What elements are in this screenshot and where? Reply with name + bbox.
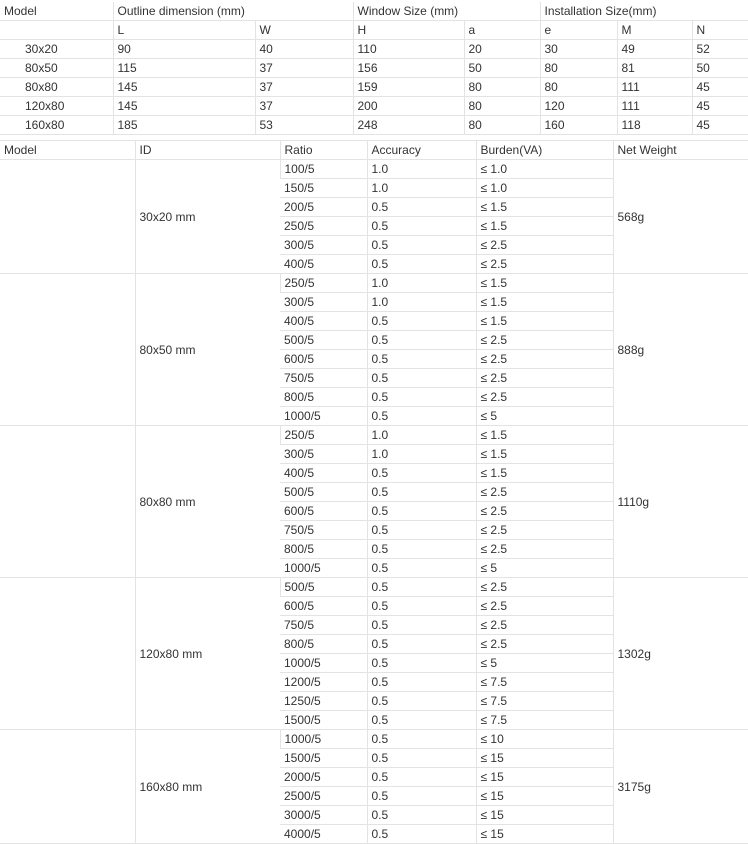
accuracy-cell: 1.0 bbox=[367, 293, 476, 312]
burden-cell: ≤ 15 bbox=[476, 825, 613, 844]
header-row bbox=[0, 2, 748, 21]
accuracy-cell: 0.5 bbox=[367, 559, 476, 578]
ratio-cell: 300/5 bbox=[280, 293, 367, 312]
ratio-cell: 200/5 bbox=[280, 198, 367, 217]
accuracy-cell: 0.5 bbox=[367, 635, 476, 654]
table-row bbox=[0, 274, 748, 293]
weight-cell: 1302g bbox=[613, 578, 748, 730]
value-cell: 45 bbox=[692, 116, 748, 135]
value-cell: 248 bbox=[353, 116, 464, 135]
value-cell: 49 bbox=[617, 40, 692, 59]
value-cell: 81 bbox=[617, 59, 692, 78]
accuracy-cell: 1.0 bbox=[367, 179, 476, 198]
model-cell: 30x20 bbox=[0, 40, 113, 59]
accuracy-cell: 0.5 bbox=[367, 711, 476, 730]
id-cell: 80x50 mm bbox=[135, 274, 280, 426]
accuracy-cell: 1.0 bbox=[367, 160, 476, 179]
burden-cell: ≤ 1.5 bbox=[476, 464, 613, 483]
subheader-row bbox=[0, 21, 748, 40]
ratio-cell: 400/5 bbox=[280, 464, 367, 483]
burden-cell: ≤ 1.5 bbox=[476, 312, 613, 331]
ratio-cell: 250/5 bbox=[280, 426, 367, 445]
column-header: L bbox=[113, 21, 255, 40]
value-cell: 53 bbox=[255, 116, 353, 135]
value-cell: 111 bbox=[617, 97, 692, 116]
ratio-cell: 2500/5 bbox=[280, 787, 367, 806]
accuracy-cell: 0.5 bbox=[367, 597, 476, 616]
ratio-cell: 800/5 bbox=[280, 388, 367, 407]
accuracy-cell: 0.5 bbox=[367, 578, 476, 597]
burden-cell: ≤ 2.5 bbox=[476, 331, 613, 350]
value-cell: 20 bbox=[464, 40, 540, 59]
burden-cell: ≤ 2.5 bbox=[476, 236, 613, 255]
accuracy-cell: 1.0 bbox=[367, 426, 476, 445]
value-cell: 37 bbox=[255, 78, 353, 97]
column-header: Ratio bbox=[280, 141, 367, 160]
burden-cell: ≤ 5 bbox=[476, 654, 613, 673]
accuracy-cell: 0.5 bbox=[367, 825, 476, 844]
value-cell: 80 bbox=[540, 59, 617, 78]
burden-cell: ≤ 2.5 bbox=[476, 350, 613, 369]
accuracy-cell: 0.5 bbox=[367, 236, 476, 255]
accuracy-cell: 1.0 bbox=[367, 445, 476, 464]
burden-cell: ≤ 1.5 bbox=[476, 198, 613, 217]
value-cell: 145 bbox=[113, 97, 255, 116]
burden-cell: ≤ 2.5 bbox=[476, 597, 613, 616]
table-row bbox=[0, 578, 748, 597]
value-cell: 115 bbox=[113, 59, 255, 78]
burden-cell: ≤ 2.5 bbox=[476, 255, 613, 274]
accuracy-cell: 0.5 bbox=[367, 255, 476, 274]
column-group-header: Installation Size(mm) bbox=[540, 2, 748, 21]
burden-cell: ≤ 1.5 bbox=[476, 274, 613, 293]
accuracy-cell: 1.0 bbox=[367, 274, 476, 293]
accuracy-cell: 0.5 bbox=[367, 540, 476, 559]
accuracy-cell: 0.5 bbox=[367, 806, 476, 825]
value-cell: 159 bbox=[353, 78, 464, 97]
weight-cell: 3175g bbox=[613, 730, 748, 844]
accuracy-cell: 0.5 bbox=[367, 312, 476, 331]
accuracy-cell: 0.5 bbox=[367, 198, 476, 217]
burden-cell: ≤ 15 bbox=[476, 787, 613, 806]
column-header: a bbox=[464, 21, 540, 40]
burden-cell: ≤ 7.5 bbox=[476, 692, 613, 711]
accuracy-cell: 0.5 bbox=[367, 407, 476, 426]
value-cell: 30 bbox=[540, 40, 617, 59]
accuracy-cell: 0.5 bbox=[367, 464, 476, 483]
empty-cell bbox=[0, 21, 113, 40]
model-cell bbox=[0, 578, 135, 730]
burden-cell: ≤ 1.0 bbox=[476, 179, 613, 198]
burden-cell: ≤ 1.5 bbox=[476, 217, 613, 236]
ratio-cell: 800/5 bbox=[280, 635, 367, 654]
column-header: Net Weight bbox=[613, 141, 748, 160]
weight-cell: 1110g bbox=[613, 426, 748, 578]
ratio-cell: 800/5 bbox=[280, 540, 367, 559]
ratio-cell: 400/5 bbox=[280, 255, 367, 274]
ratio-cell: 2000/5 bbox=[280, 768, 367, 787]
model-cell bbox=[0, 426, 135, 578]
value-cell: 200 bbox=[353, 97, 464, 116]
value-cell: 145 bbox=[113, 78, 255, 97]
ratio-cell: 1000/5 bbox=[280, 559, 367, 578]
value-cell: 50 bbox=[692, 59, 748, 78]
ratio-cell: 750/5 bbox=[280, 616, 367, 635]
table-row bbox=[0, 730, 748, 749]
burden-cell: ≤ 2.5 bbox=[476, 616, 613, 635]
value-cell: 185 bbox=[113, 116, 255, 135]
ratio-cell: 4000/5 bbox=[280, 825, 367, 844]
ratio-cell: 500/5 bbox=[280, 331, 367, 350]
table-row bbox=[0, 97, 748, 116]
ratio-cell: 500/5 bbox=[280, 578, 367, 597]
value-cell: 120 bbox=[540, 97, 617, 116]
value-cell: 80 bbox=[464, 116, 540, 135]
id-cell: 120x80 mm bbox=[135, 578, 280, 730]
burden-cell: ≤ 15 bbox=[476, 768, 613, 787]
burden-cell: ≤ 2.5 bbox=[476, 540, 613, 559]
ratio-cell: 1500/5 bbox=[280, 711, 367, 730]
model-cell: 80x50 bbox=[0, 59, 113, 78]
weight-cell: 888g bbox=[613, 274, 748, 426]
column-header: N bbox=[692, 21, 748, 40]
accuracy-cell: 0.5 bbox=[367, 350, 476, 369]
burden-cell: ≤ 1.5 bbox=[476, 426, 613, 445]
ratio-cell: 400/5 bbox=[280, 312, 367, 331]
accuracy-cell: 0.5 bbox=[367, 616, 476, 635]
burden-cell: ≤ 7.5 bbox=[476, 711, 613, 730]
burden-cell: ≤ 1.0 bbox=[476, 160, 613, 179]
value-cell: 110 bbox=[353, 40, 464, 59]
burden-cell: ≤ 15 bbox=[476, 749, 613, 768]
column-header: Accuracy bbox=[367, 141, 476, 160]
burden-cell: ≤ 5 bbox=[476, 559, 613, 578]
value-cell: 80 bbox=[464, 97, 540, 116]
model-cell: 80x80 bbox=[0, 78, 113, 97]
value-cell: 156 bbox=[353, 59, 464, 78]
accuracy-cell: 0.5 bbox=[367, 502, 476, 521]
ratio-cell: 750/5 bbox=[280, 521, 367, 540]
accuracy-cell: 0.5 bbox=[367, 654, 476, 673]
accuracy-cell: 0.5 bbox=[367, 768, 476, 787]
ratio-cell: 1000/5 bbox=[280, 407, 367, 426]
ratio-cell: 1500/5 bbox=[280, 749, 367, 768]
burden-cell: ≤ 15 bbox=[476, 806, 613, 825]
value-cell: 111 bbox=[617, 78, 692, 97]
ratio-cell: 750/5 bbox=[280, 369, 367, 388]
table-row bbox=[0, 160, 748, 179]
burden-cell: ≤ 5 bbox=[476, 407, 613, 426]
accuracy-cell: 0.5 bbox=[367, 331, 476, 350]
value-cell: 90 bbox=[113, 40, 255, 59]
value-cell: 80 bbox=[540, 78, 617, 97]
model-cell: 160x80 bbox=[0, 116, 113, 135]
header-row bbox=[0, 141, 748, 160]
value-cell: 52 bbox=[692, 40, 748, 59]
table-row bbox=[0, 59, 748, 78]
value-cell: 118 bbox=[617, 116, 692, 135]
table-row bbox=[0, 116, 748, 135]
ratio-cell: 3000/5 bbox=[280, 806, 367, 825]
accuracy-cell: 0.5 bbox=[367, 369, 476, 388]
column-header: M bbox=[617, 21, 692, 40]
column-header: Model bbox=[0, 141, 135, 160]
column-header: e bbox=[540, 21, 617, 40]
value-cell: 40 bbox=[255, 40, 353, 59]
column-header: W bbox=[255, 21, 353, 40]
burden-cell: ≤ 7.5 bbox=[476, 673, 613, 692]
ratio-cell: 500/5 bbox=[280, 483, 367, 502]
value-cell: 37 bbox=[255, 97, 353, 116]
ratio-cell: 600/5 bbox=[280, 350, 367, 369]
ratio-cell: 150/5 bbox=[280, 179, 367, 198]
column-group-header: Model bbox=[0, 2, 113, 21]
accuracy-cell: 0.5 bbox=[367, 749, 476, 768]
burden-cell: ≤ 2.5 bbox=[476, 388, 613, 407]
column-group-header: Window Size (mm) bbox=[353, 2, 540, 21]
column-header: Burden(VA) bbox=[476, 141, 613, 160]
burden-cell: ≤ 2.5 bbox=[476, 635, 613, 654]
burden-cell: ≤ 1.5 bbox=[476, 445, 613, 464]
burden-cell: ≤ 2.5 bbox=[476, 578, 613, 597]
value-cell: 50 bbox=[464, 59, 540, 78]
table-row bbox=[0, 78, 748, 97]
accuracy-cell: 0.5 bbox=[367, 388, 476, 407]
burden-cell: ≤ 2.5 bbox=[476, 369, 613, 388]
ratio-cell: 250/5 bbox=[280, 217, 367, 236]
ratio-cell: 300/5 bbox=[280, 236, 367, 255]
value-cell: 45 bbox=[692, 78, 748, 97]
accuracy-cell: 0.5 bbox=[367, 692, 476, 711]
accuracy-cell: 0.5 bbox=[367, 787, 476, 806]
model-cell bbox=[0, 730, 135, 844]
ratio-cell: 1000/5 bbox=[280, 730, 367, 749]
burden-cell: ≤ 2.5 bbox=[476, 502, 613, 521]
column-header: H bbox=[353, 21, 464, 40]
table-row bbox=[0, 40, 748, 59]
accuracy-cell: 0.5 bbox=[367, 521, 476, 540]
value-cell: 45 bbox=[692, 97, 748, 116]
accuracy-cell: 0.5 bbox=[367, 483, 476, 502]
model-cell bbox=[0, 160, 135, 274]
table-row bbox=[0, 426, 748, 445]
value-cell: 80 bbox=[464, 78, 540, 97]
value-cell: 37 bbox=[255, 59, 353, 78]
burden-cell: ≤ 10 bbox=[476, 730, 613, 749]
ratio-cell: 100/5 bbox=[280, 160, 367, 179]
accuracy-cell: 0.5 bbox=[367, 730, 476, 749]
burden-cell: ≤ 2.5 bbox=[476, 521, 613, 540]
ratio-cell: 1250/5 bbox=[280, 692, 367, 711]
ratio-cell: 1200/5 bbox=[280, 673, 367, 692]
burden-cell: ≤ 2.5 bbox=[476, 483, 613, 502]
id-cell: 30x20 mm bbox=[135, 160, 280, 274]
ratio-cell: 250/5 bbox=[280, 274, 367, 293]
model-cell: 120x80 bbox=[0, 97, 113, 116]
id-cell: 160x80 mm bbox=[135, 730, 280, 844]
column-group-header: Outline dimension (mm) bbox=[113, 2, 353, 21]
model-cell bbox=[0, 274, 135, 426]
spec-table bbox=[0, 140, 748, 844]
accuracy-cell: 0.5 bbox=[367, 673, 476, 692]
ratio-cell: 600/5 bbox=[280, 502, 367, 521]
value-cell: 160 bbox=[540, 116, 617, 135]
ratio-cell: 600/5 bbox=[280, 597, 367, 616]
accuracy-cell: 0.5 bbox=[367, 217, 476, 236]
ratio-cell: 1000/5 bbox=[280, 654, 367, 673]
id-cell: 80x80 mm bbox=[135, 426, 280, 578]
burden-cell: ≤ 1.5 bbox=[476, 293, 613, 312]
column-header: ID bbox=[135, 141, 280, 160]
weight-cell: 568g bbox=[613, 160, 748, 274]
dimensions-table bbox=[0, 2, 748, 135]
ratio-cell: 300/5 bbox=[280, 445, 367, 464]
